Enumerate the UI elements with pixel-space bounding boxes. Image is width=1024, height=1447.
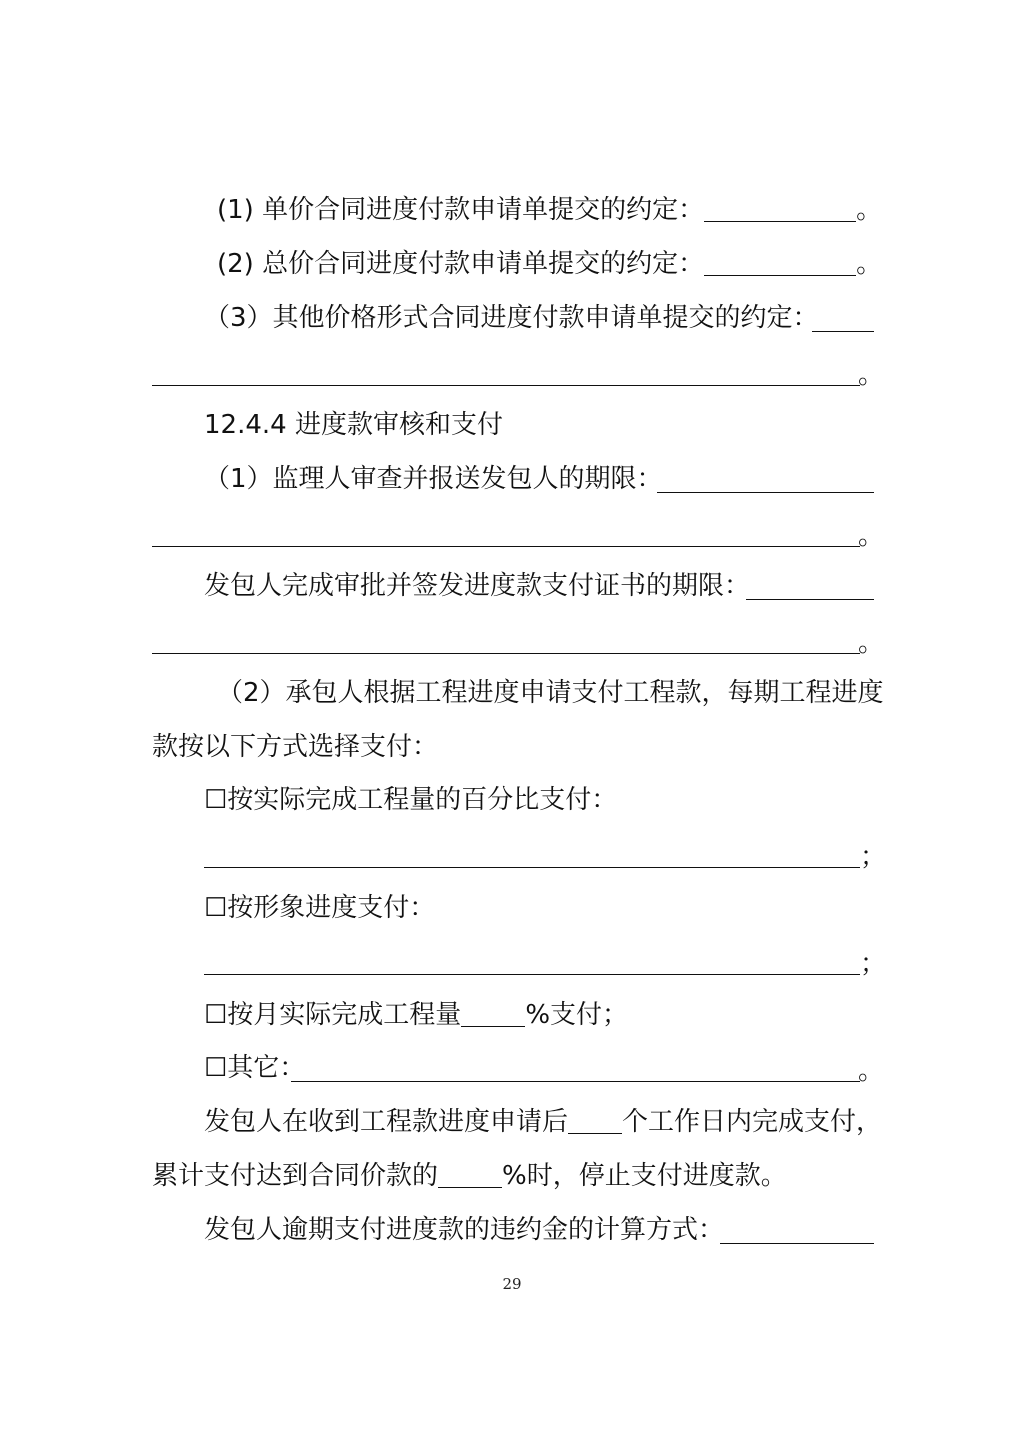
approval-deadline-blank-tail[interactable] [746,566,874,606]
clause-1-text: (1) 单价合同进度付款申请单提交的约定： [217,195,705,225]
option-image-progress-blank-line[interactable] [204,941,887,981]
option-other-end: 。 [858,1056,885,1086]
clause-1-end: 。 [856,195,883,225]
payment-method-intro-cont [152,727,438,767]
option-image-progress[interactable] [204,888,435,928]
review-clause-1-text: （1）监理人审查并报送发包人的期限： [204,464,663,494]
clause-2-blank[interactable] [704,245,856,276]
cumulative-stop-text-a: 累计支付达到合同价款的 [152,1161,439,1191]
payment-timing-text-b: 个工作日内完成支付， [622,1107,883,1137]
page-number: 29 [502,1275,522,1293]
approval-deadline [204,566,750,606]
review-clause-1 [204,459,663,499]
payment-method-intro-text: （2）承包人根据工程进度申请支付工程款，每期工程进度 [217,678,884,708]
payment-timing-blank[interactable] [568,1103,622,1134]
review-clause-1-end: 。 [858,521,885,551]
option-other-text: ☐其它： [204,1053,306,1083]
late-payment-penalty-blank[interactable] [720,1210,874,1250]
option-percentage-end: ； [860,842,887,872]
payment-timing [204,1102,882,1142]
option-other-blank-line[interactable] [291,1048,885,1088]
payment-timing-text-a: 发包人在收到工程款进度申请后 [204,1107,569,1137]
clause-2-lump-sum [217,244,882,284]
clause-3-blank-tail[interactable] [812,298,874,338]
option-monthly-text-a: ☐按月实际完成工程量 [204,1000,462,1030]
option-image-progress-text: ☐按形象进度支付： [204,893,436,923]
review-clause-1-blank-line[interactable] [152,513,885,553]
payment-method-intro [217,673,884,713]
clause-3-end: 。 [858,360,885,390]
clause-3-other-price [204,298,819,338]
option-image-progress-end: ； [860,949,887,979]
clause-3-text: （3）其他价格形式合同进度付款申请单提交的约定： [204,303,819,333]
clause-2-text: (2) 总价合同进度付款申请单提交的约定： [217,249,705,279]
option-monthly[interactable] [204,995,628,1035]
option-percentage[interactable] [204,780,617,820]
clause-3-blank-line[interactable] [152,352,885,392]
option-monthly-blank[interactable] [461,996,525,1027]
approval-deadline-end: 。 [858,628,885,658]
section-heading [204,405,503,445]
payment-method-intro-cont-text: 款按以下方式选择支付： [152,732,439,762]
option-percentage-text: ☐按实际完成工程量的百分比支付： [204,785,618,815]
cumulative-stop [152,1156,787,1196]
section-heading-text: 12.4.4 进度款审核和支付 [204,410,503,440]
cumulative-stop-text-b: %时，停止支付进度款。 [502,1161,787,1191]
clause-1-unit-price [217,190,882,230]
approval-deadline-blank-line[interactable] [152,620,885,660]
late-payment-penalty [204,1210,724,1250]
clause-2-end: 。 [856,249,883,279]
clause-1-blank[interactable] [704,191,856,222]
late-payment-penalty-text: 发包人逾期支付进度款的违约金的计算方式： [204,1215,725,1245]
cumulative-stop-blank[interactable] [438,1157,502,1188]
review-clause-1-blank-tail[interactable] [657,459,874,499]
option-percentage-blank-line[interactable] [204,834,887,874]
option-monthly-text-b: %支付； [525,1000,629,1030]
approval-deadline-text: 发包人完成审批并签发进度款支付证书的期限： [204,571,751,601]
